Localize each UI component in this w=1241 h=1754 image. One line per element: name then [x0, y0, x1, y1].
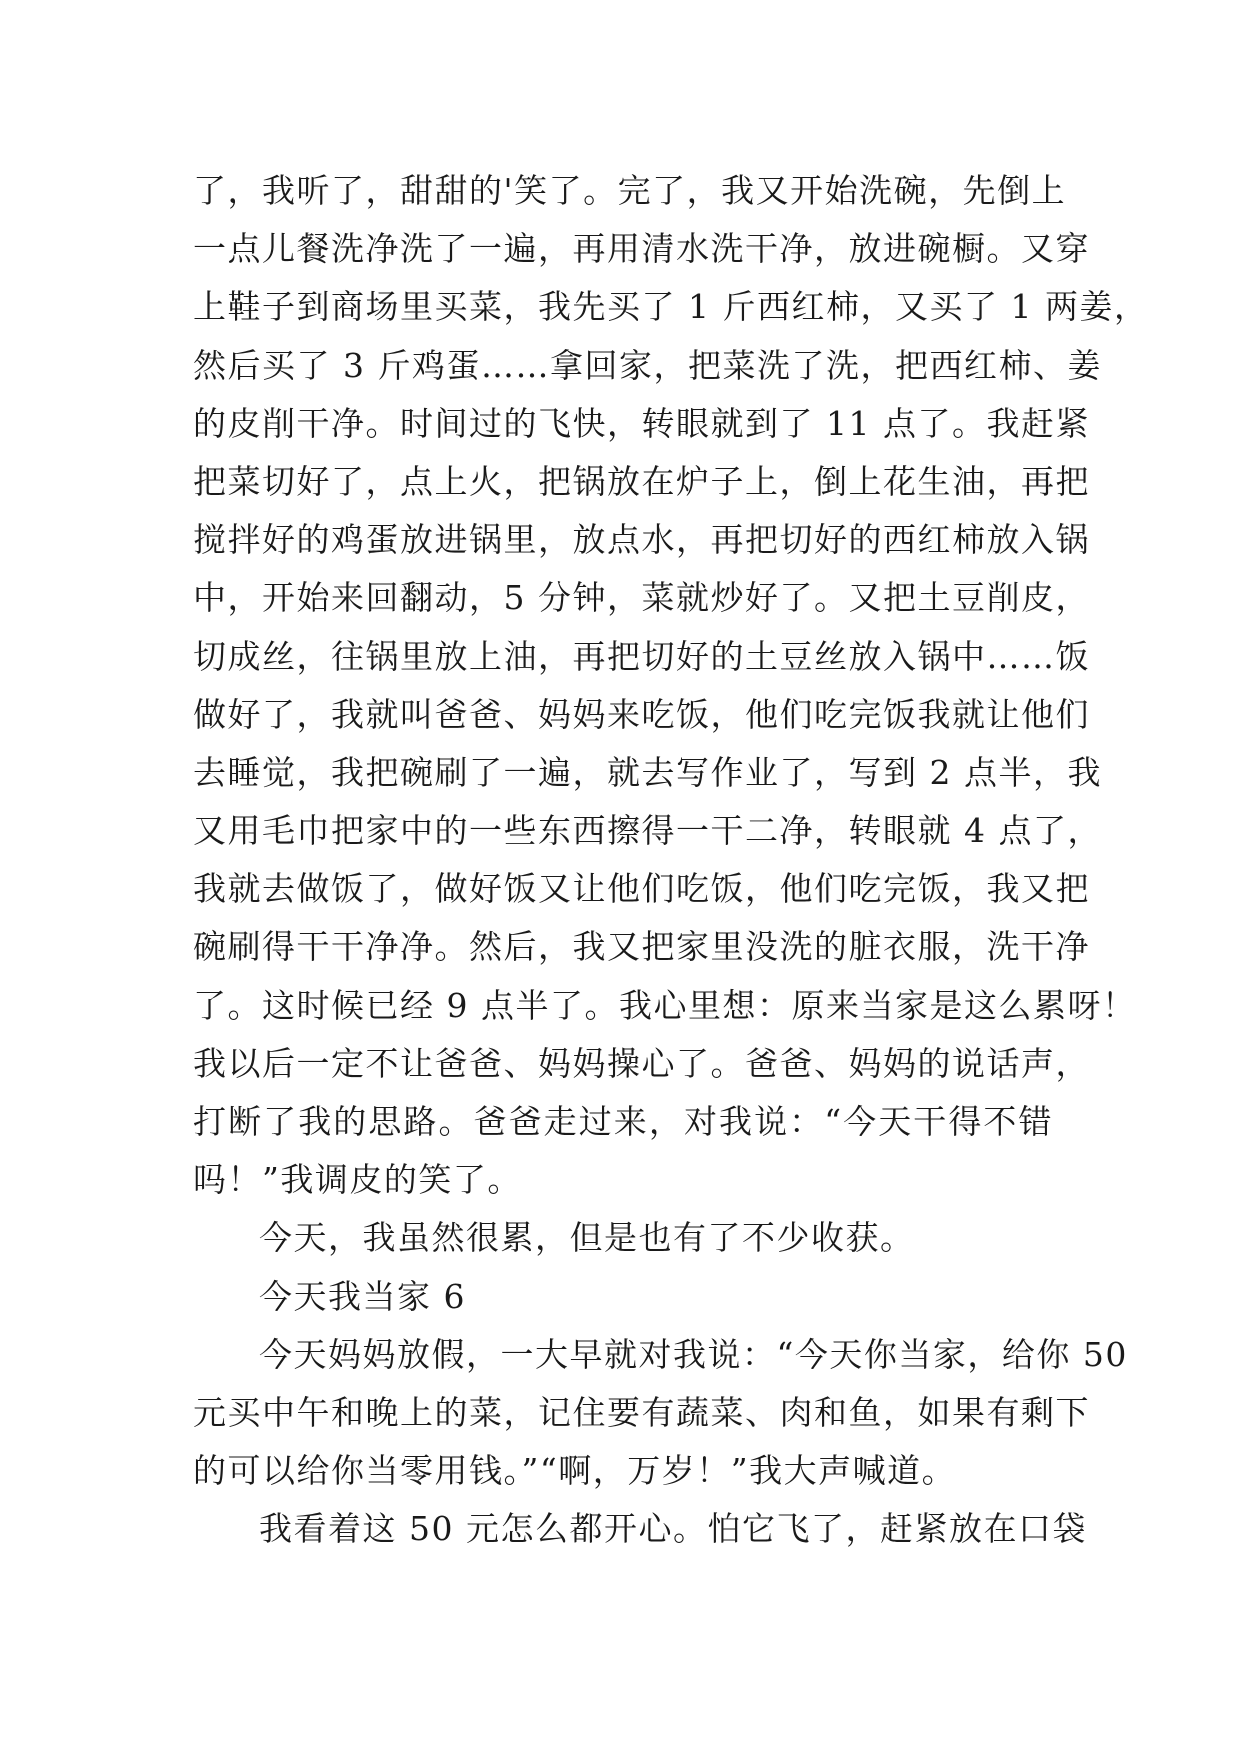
- section-heading: 今天我当家 6: [259, 1276, 466, 1316]
- text-line: 上鞋子到商场里买菜，我先买了 1 斤西红柿，又买了 1 两姜，: [193, 287, 1149, 327]
- text-line: 的皮削干净。时间过的飞快，转眼就到了 11 点了。我赶紧: [193, 403, 1090, 443]
- document-body: [193, 162, 1149, 1559]
- paragraph-line: 今天，我虽然很累，但是也有了不少收获。: [259, 1218, 915, 1258]
- text-line: 去睡觉，我把碗刷了一遍，就去写作业了，写到 2 点半，我: [193, 752, 1102, 792]
- text-line: 了。这时候已经 9 点半了。我心里想：原来当家是这么累呀！: [193, 985, 1137, 1025]
- text-line: 打断了我的思路。爸爸走过来，对我说：“今天干得不错: [193, 1102, 1053, 1141]
- text-line: 把菜切好了，点上火，把锅放在炉子上，倒上花生油，再把: [193, 461, 1090, 501]
- text-line: 然后买了 3 斤鸡蛋……拿回家，把菜洗了洗，把西红柿、姜: [193, 345, 1102, 385]
- paragraph-line: 我看着这 50 元怎么都开心。怕它飞了，赶紧放在口袋: [259, 1509, 1087, 1549]
- text-line: 元买中午和晚上的菜，记住要有蔬菜、肉和鱼，如果有剩下: [193, 1392, 1090, 1432]
- paragraph-line: 今天妈妈放假，一大早就对我说：“今天你当家，给你 50: [259, 1334, 1128, 1374]
- text-line: 又用毛巾把家中的一些东西擦得一干二净，转眼就 4 点了，: [193, 811, 1102, 851]
- text-line: 的可以给你当零用钱。”“啊，万岁！”我大声喊道。: [193, 1451, 957, 1491]
- text-line: 切成丝，往锅里放上油，再把切好的土豆丝放入锅中……饭: [193, 636, 1090, 676]
- text-line: 搅拌好的鸡蛋放进锅里，放点水，再把切好的西红柿放入锅: [193, 520, 1090, 560]
- text-line: 碗刷得干干净净。然后，我又把家里没洗的脏衣服，洗干净: [193, 927, 1090, 967]
- text-line: 我以后一定不让爸爸、妈妈操心了。爸爸、妈妈的说话声，: [193, 1043, 1090, 1083]
- text-line: 我就去做饭了，做好饭又让他们吃饭，他们吃完饭，我又把: [193, 869, 1090, 909]
- text-line: 一点儿餐洗净洗了一遍，再用清水洗干净，放进碗橱。又穿: [193, 229, 1090, 269]
- text-line: 吗！”我调皮的笑了。: [193, 1160, 522, 1200]
- text-line: 做好了，我就叫爸爸、妈妈来吃饭，他们吃完饭我就让他们: [193, 694, 1090, 734]
- text-line: 中，开始来回翻动，5 分钟，菜就炒好了。又把土豆削皮，: [193, 578, 1090, 618]
- text-line: 了，我听了，甜甜的'笑了。完了，我又开始洗碗，先倒上: [193, 171, 1067, 210]
